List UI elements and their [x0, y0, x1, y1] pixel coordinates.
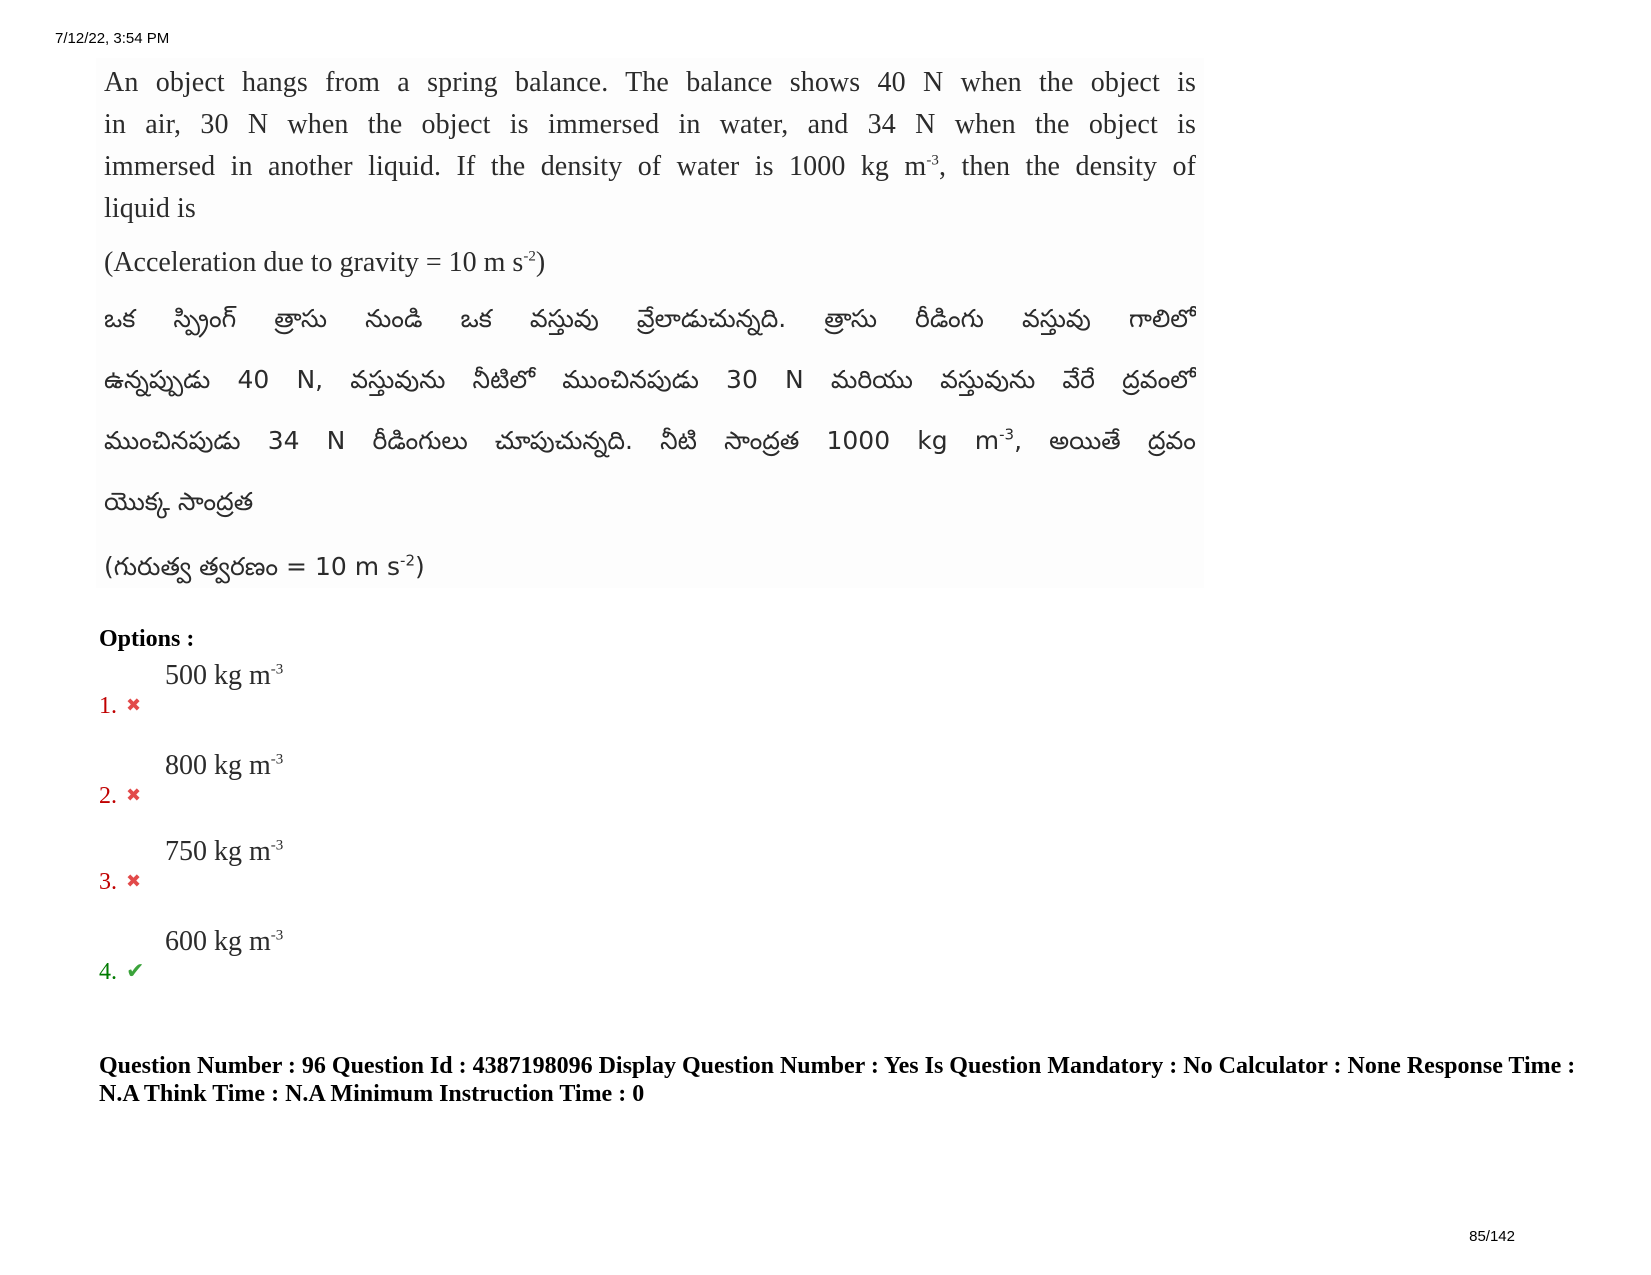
exponent: -3 [999, 425, 1015, 444]
exponent: -3 [270, 837, 284, 854]
gravity-en-close: ) [535, 247, 546, 278]
question-te-line-3-a: ముంచినపుడు 34 N రీడింగులు చూపుచున్నది. నీటి సాంద్రత 1000 kg m [104, 426, 1000, 455]
wrong-cross-icon: ✖ [126, 785, 142, 806]
page-number: 85/142 [1469, 1228, 1515, 1245]
print-timestamp: 7/12/22, 3:54 PM [55, 30, 170, 47]
options-label: Options : [99, 626, 195, 652]
gravity-te-text: (గురుత్వ త్వరణం = 10 m s [104, 552, 401, 581]
wrong-cross-icon: ✖ [126, 871, 142, 892]
question-en-line-3 [104, 146, 1196, 188]
question-en-line-4: liquid is [104, 193, 196, 224]
option-4 [99, 926, 599, 986]
question-english [96, 58, 1204, 230]
gravity-note-te [96, 532, 1204, 588]
option-number: 1. [99, 693, 117, 719]
exponent: -3 [270, 927, 284, 944]
option-1 [99, 660, 599, 720]
exponent: -3 [270, 751, 284, 768]
option-value-text: 800 kg m [165, 750, 271, 781]
option-3 [99, 836, 599, 896]
correct-check-icon: ✔ [126, 959, 145, 984]
option-value [165, 660, 283, 692]
question-en-line-1: An object hangs from a spring balance. The balance shows 40 N when the object is [104, 67, 1196, 98]
option-number: 4. [99, 959, 117, 985]
question-metadata: Question Number : 96 Question Id : 4387198096 Display Question Number : Yes Is Question Mandatory : No Calculator : None Response Time : N.A Think Time : N.A Minimum Instruction Time : 0 [99, 1053, 1576, 1107]
question-en-line-2: in air, 30 N when the object is immersed in water, and 34 N when the object is [104, 109, 1196, 140]
exponent: -2 [400, 551, 415, 570]
exponent: -2 [523, 248, 536, 265]
option-value [165, 926, 283, 958]
question-en-line-3-a: immersed in another liquid. If the density of water is 1000 kg m [104, 151, 927, 182]
question-te-line-3 [104, 410, 1196, 471]
option-value [165, 750, 283, 782]
exponent: -3 [926, 152, 940, 169]
question-te-line-4: యొక్క సాంద్రత [104, 487, 254, 516]
option-value [165, 836, 283, 868]
option-value-text: 750 kg m [165, 836, 271, 867]
option-number: 3. [99, 869, 117, 895]
question-te-line-3-b: , అయితే ద్రవం [1014, 426, 1196, 455]
option-value-text: 600 kg m [165, 926, 271, 957]
gravity-note-en [96, 230, 1204, 284]
question-telugu [96, 284, 1204, 532]
option-2 [99, 750, 599, 810]
question-te-line-1: ఒక స్ప్రింగ్ త్రాసు నుండి ఒక వస్తువు వ్రేలాడుచున్నది. త్రాసు రీడింగు వస్తువు గాలిలో [104, 304, 1196, 333]
wrong-cross-icon: ✖ [126, 695, 142, 716]
question-en-line-3-b: , then the density of [939, 151, 1196, 182]
question-image [96, 58, 1204, 588]
exponent: -3 [270, 661, 284, 678]
gravity-en-text: (Acceleration due to gravity = 10 m s [104, 247, 524, 278]
option-number: 2. [99, 783, 117, 809]
question-te-line-2: ఉన్నప్పుడు 40 N, వస్తువును నీటిలో ముంచినపుడు 30 N మరియు వస్తువును వేరే ద్రవంలో [104, 365, 1196, 394]
option-value-text: 500 kg m [165, 660, 271, 691]
gravity-te-close: ) [415, 552, 425, 581]
